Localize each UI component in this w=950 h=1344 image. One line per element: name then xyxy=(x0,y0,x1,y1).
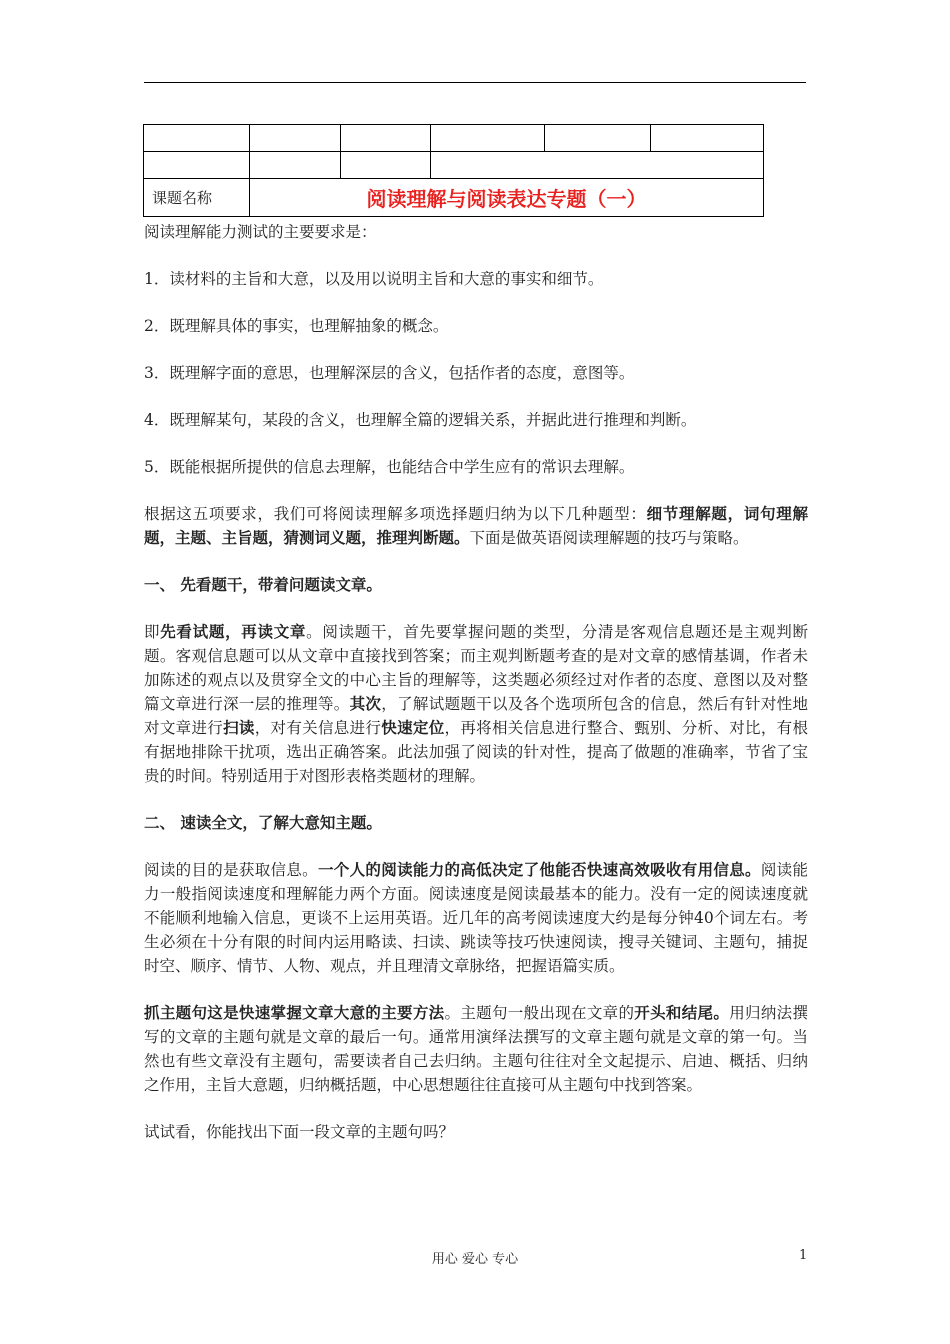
page-number: 1 xyxy=(799,1248,808,1263)
table-row xyxy=(144,125,764,152)
footer-motto: 用心 爱心 专心 xyxy=(431,1252,519,1267)
course-title: 阅读理解与阅读表达专题（一） xyxy=(250,179,764,217)
text-span: 用归纳法撰写的文章的主题句就是文章的最后一句。通常用演绎法撰写的文章主题句就是文章的第一句。当然也有些文章没有主题句，需要读者自己去归纳。主题句往往对全文起提示、启迪、概括、归纳之作用，主旨大意题，归纳概括题，中心思想题往往直接可从主题句中找到答案。 xyxy=(144,1004,808,1094)
text-span: 阅读的目的是获取信息。 xyxy=(144,861,318,879)
document-body xyxy=(144,220,808,1167)
course-header-table xyxy=(143,124,764,217)
requirement-item: 4．既理解某句，某段的含义，也理解全篇的逻辑关系，并据此进行推理和判断。 xyxy=(144,411,697,429)
header-rule xyxy=(144,82,806,83)
text-span: ，再将相关信息进行整合、甄别、分析、对比，有根有据地排除干扰项，选出正确答案。此法加强了阅读的针对性，提高了做题的准确率，节省了宝贵的时间。特别适用于对图形表格类题材的理解。 xyxy=(144,719,808,785)
section-1-heading: 一、 先看题干，带着问题读文章。 xyxy=(144,575,382,594)
section-2-paragraph-2 xyxy=(144,1001,808,1097)
table-cell xyxy=(341,152,431,179)
text-span: 阅读能力一般指阅读速度和理解能力两个方面。阅读速度是阅读最基本的能力。没有一定的阅读速度就不能顺利地输入信息，更谈不上运用英语。近几年的高考阅读速度大约是每分钟40个词左右。考生必须在十分有限的时间内运用略读、扫读、跳读等技巧快速阅读，搜寻关键词、主题句，捕捉时空、顺序、情节、人物、观点，并且理清文章脉络，把握语篇实质。 xyxy=(144,861,808,975)
bold-span: 其次 xyxy=(349,694,382,713)
text-span: ，对有关信息进行 xyxy=(254,719,382,737)
text-span: 。主题句一般出现在文章的 xyxy=(444,1004,635,1022)
text-span: 即 xyxy=(144,623,161,641)
text-span: ，了解试题题干以及各个选项所包含的信息，然后有针对性地对文章进行 xyxy=(144,695,808,737)
requirement-item: 3．既理解字面的意思，也理解深层的含义，包括作者的态度，意图等。 xyxy=(144,364,635,382)
text-span: 。阅读题干，首先要掌握问题的类型，分清是客观信息题还是主观判断题。客观信息题可以从文章中直接找到答案；而主观判断题考查的是对文章的感情基调，作者未加陈述的观点以及贯穿全文的中心主旨的理解等，这类题必须经过对作者的态度、意图以及对整篇文章进行深一层的推理等。 xyxy=(144,623,808,713)
table-cell xyxy=(341,125,431,152)
question-prompt: 试试看，你能找出下面一段文章的主题句吗？ xyxy=(144,1123,455,1141)
bold-span: 一个人的阅读能力的高低决定了他能否快速高效吸收有用信息。 xyxy=(317,860,761,879)
requirement-item: 2．既理解具体的事实，也理解抽象的概念。 xyxy=(144,317,449,335)
table-row xyxy=(144,179,764,217)
question-types-bold: 细节理解题，词句理解题，主题、主旨题，猜测词义题，推理判断题。 xyxy=(144,504,808,547)
table-cell xyxy=(651,125,764,152)
table-cell xyxy=(144,125,250,152)
intro-text: 阅读理解能力测试的主要要求是： xyxy=(144,223,377,241)
course-name-label: 课题名称 xyxy=(144,179,250,217)
bold-span: 开头和结尾。 xyxy=(634,1003,730,1022)
table-cell xyxy=(545,125,651,152)
summary-text: 根据这五项要求，我们可将阅读理解多项选择题归纳为以下几种题型： xyxy=(144,505,647,523)
table-cell xyxy=(431,125,545,152)
table-cell xyxy=(250,152,341,179)
table-cell xyxy=(431,152,764,179)
section-2-paragraph-1 xyxy=(144,858,808,978)
bold-span: 抓主题句这是快速掌握文章大意的主要方法 xyxy=(144,1003,445,1022)
summary-text-end: 下面是做英语阅读理解题的技巧与策略。 xyxy=(469,529,749,547)
summary-paragraph xyxy=(144,502,808,550)
table-cell xyxy=(250,125,341,152)
bold-span: 先看试题，再读文章 xyxy=(160,622,307,641)
bold-span: 快速定位 xyxy=(381,718,445,737)
table-cell xyxy=(144,152,250,179)
bold-span: 扫读 xyxy=(223,718,255,737)
requirement-item: 5．既能根据所提供的信息去理解，也能结合中学生应有的常识去理解。 xyxy=(144,458,635,476)
table-row xyxy=(144,152,764,179)
section-1-paragraph xyxy=(144,620,808,788)
requirement-item: 1．读材料的主旨和大意，以及用以说明主旨和大意的事实和细节。 xyxy=(144,270,604,288)
section-2-heading: 二、 速读全文，了解大意知主题。 xyxy=(144,813,382,832)
